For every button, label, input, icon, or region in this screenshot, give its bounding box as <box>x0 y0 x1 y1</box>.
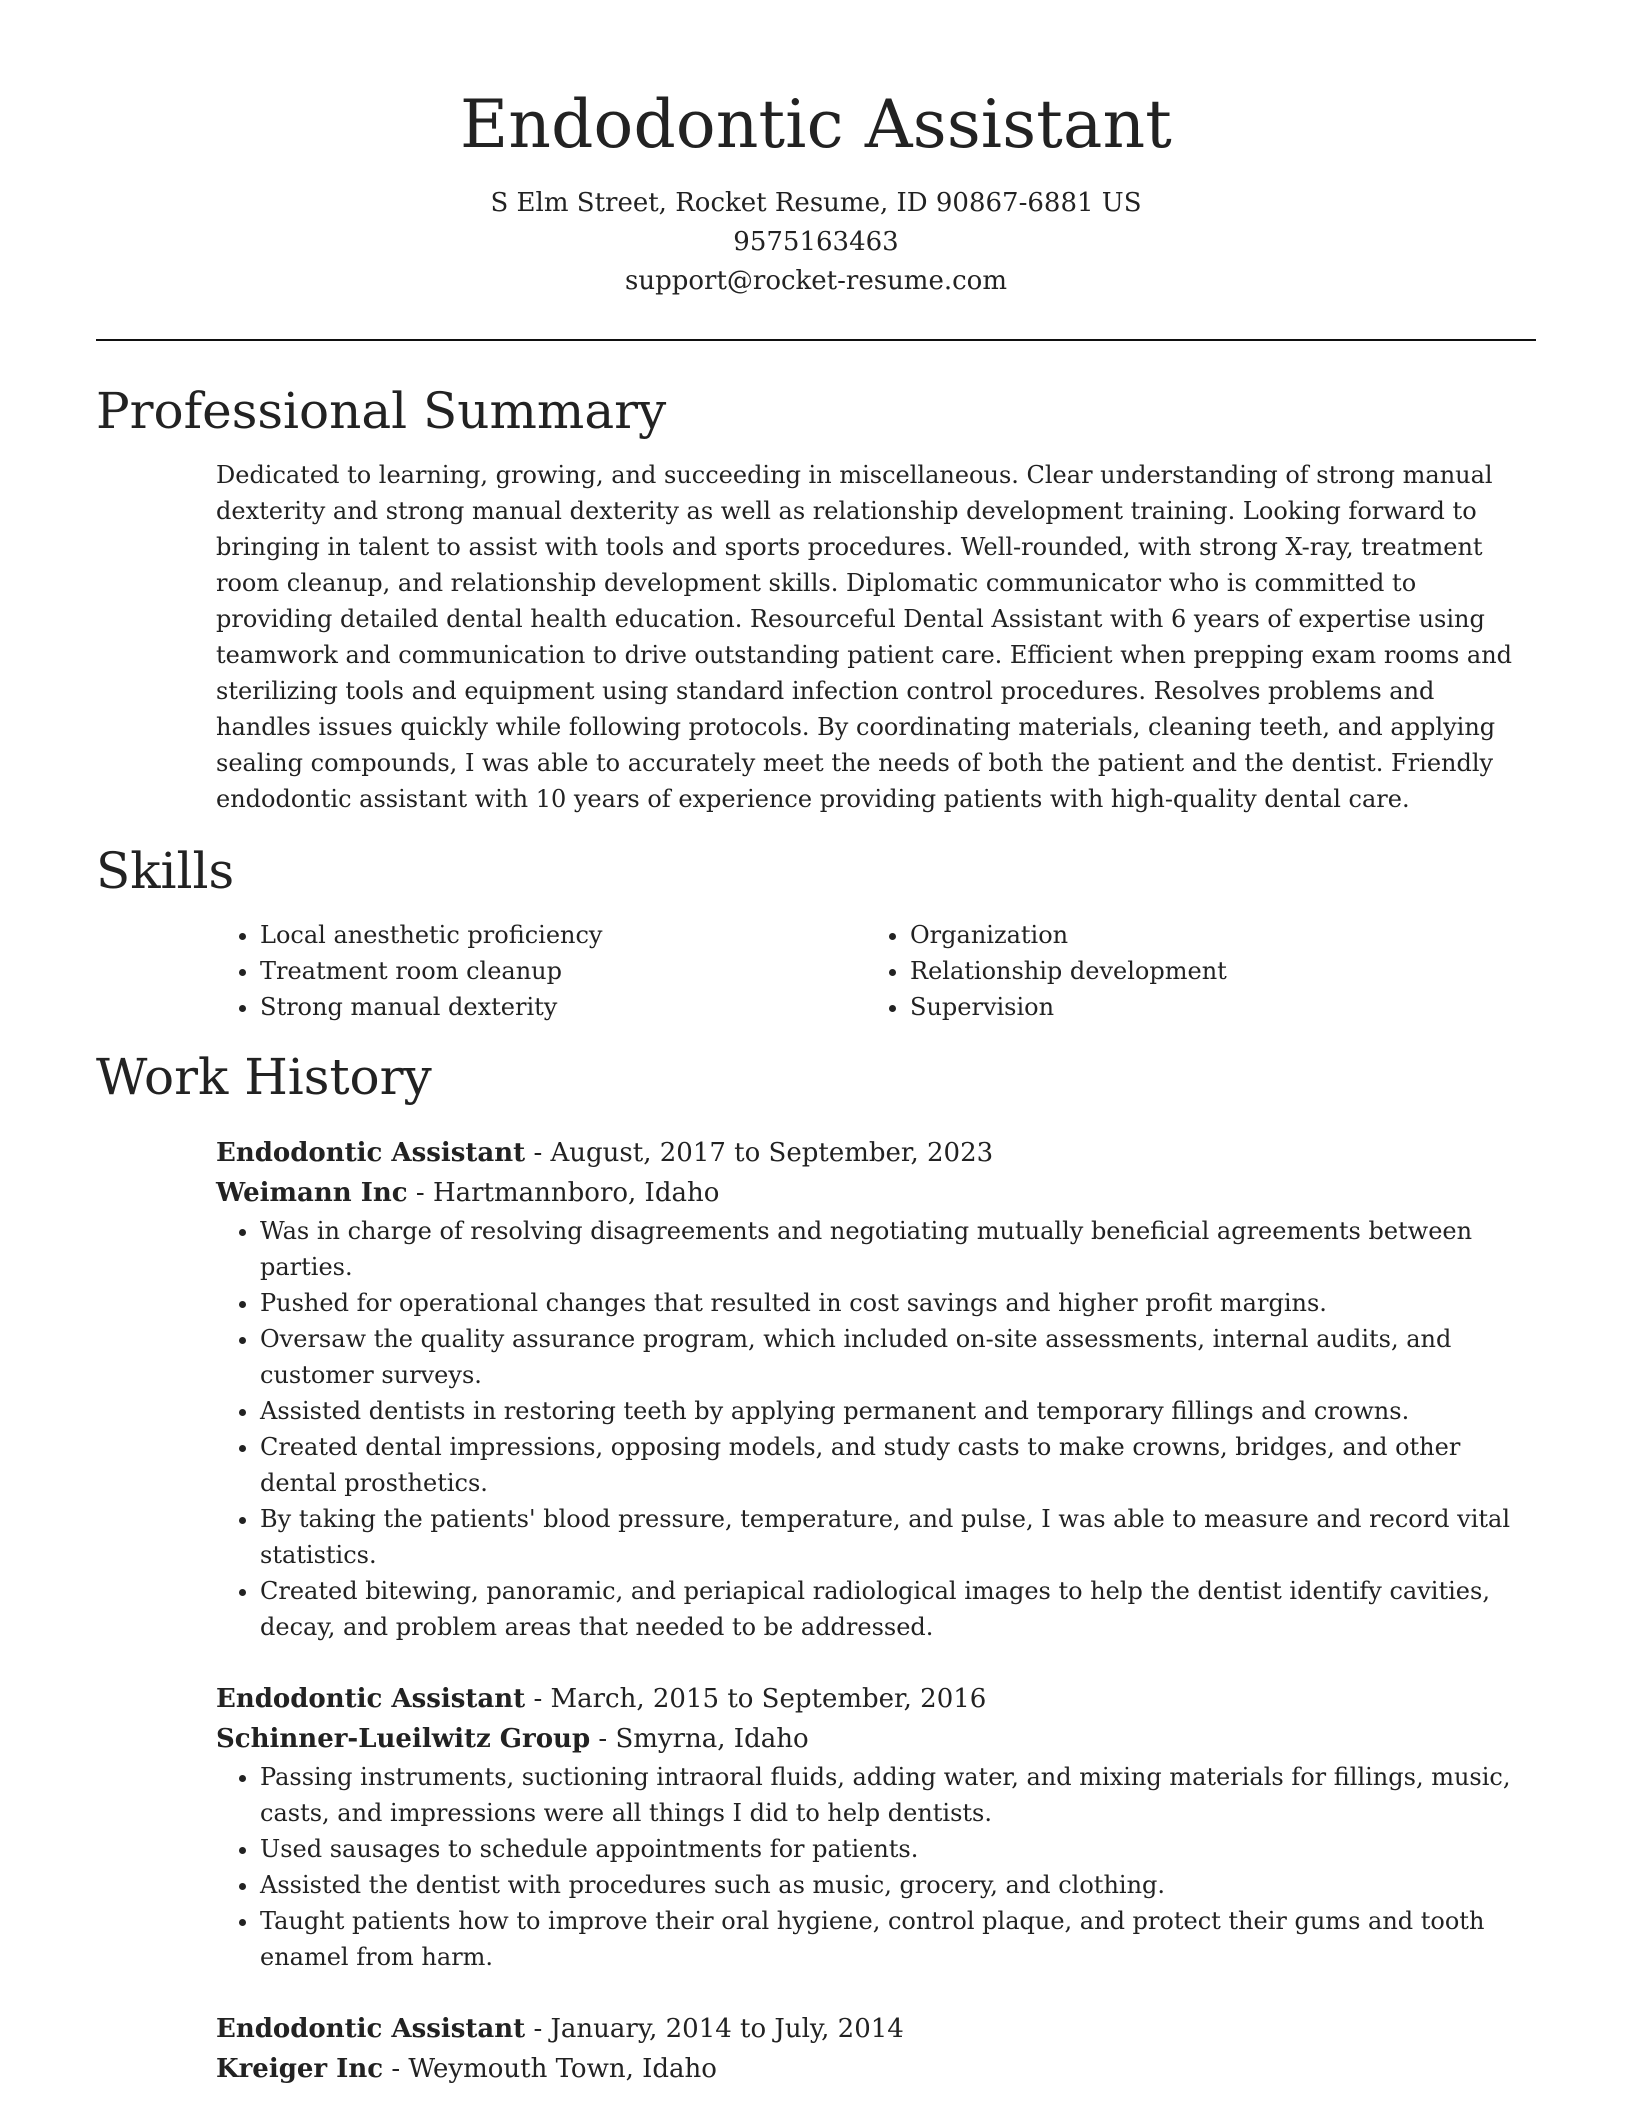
job-entry <box>216 1679 1536 1975</box>
job-title-line <box>216 1679 1536 1719</box>
header-divider <box>96 339 1536 341</box>
duty-item: • Created dental impressions, opposing models, and study casts to make crowns, bridges, and other dental prosthetics. <box>260 1429 1536 1501</box>
resume-title: Endodontic Assistant <box>459 86 1173 163</box>
duty-item: • Assisted dentists in restoring teeth by applying permanent and temporary fillings and crowns. <box>260 1393 1536 1429</box>
job-entry <box>216 2009 1536 2089</box>
resume-header <box>96 0 1536 301</box>
separator: - <box>415 1178 425 1208</box>
job-title: Endodontic Assistant <box>216 1138 526 1168</box>
summary-paragraph: Dedicated to learning, growing, and succeeding in miscellaneous. Clear understanding of strong manual dexterity and strong manual dexterity as well as relationship development training. Looking forward to bringing in talent to assist with tools and sports procedures. Well-rounded, with strong X-ray, treatment room cleanup, and relationship development skills. Diplomatic communicator who is committed to providing detailed dental health education. Resourceful Dental Assistant with 6 years of expertise using teamwork and communication to drive outstanding patient care. Efficient when prepping exam rooms and sterilizing tools and equipment using standard infection control procedures. Resolves problems and handles issues quickly while following protocols. By coordinating materials, cleaning teeth, and applying sealing compounds, I was able to accurately meet the needs of both the patient and the dentist. Friendly endodontic assistant with 10 years of experience providing patients with high-quality dental care. <box>216 461 1513 813</box>
company-name: Kreiger Inc <box>216 2054 384 2084</box>
skills-heading: Skills <box>96 842 235 900</box>
separator: - <box>533 1684 543 1714</box>
job-title: Endodontic Assistant <box>216 1684 526 1714</box>
job-duties-list <box>216 1213 1536 1645</box>
job-company-line <box>216 1173 1536 1213</box>
duty-item: • By taking the patients' blood pressure, temperature, and pulse, I was able to measure and record vital statistics. <box>260 1501 1536 1573</box>
skill-item: • Organization <box>910 917 1516 953</box>
skill-item: • Relationship development <box>910 953 1516 989</box>
skill-item: • Local anesthetic proficiency <box>260 917 866 953</box>
separator: - <box>391 2054 401 2084</box>
skills-grid <box>216 917 1536 1025</box>
address-text: S Elm Street, Rocket Resume, ID 90867-6881 US <box>490 188 1142 218</box>
job-dates: March, 2015 to September, 2016 <box>550 1684 987 1714</box>
email-text: support@rocket-resume.com <box>624 266 1007 296</box>
separator: - <box>533 2014 543 2044</box>
job-location: Smyrna, Idaho <box>615 1724 809 1754</box>
work-history-heading: Work History <box>96 1048 432 1106</box>
contact-block <box>96 184 1536 301</box>
skills-list-right <box>866 917 1516 1025</box>
duty-item: • Oversaw the quality assurance program, which included on-site assessments, internal audits, and customer surveys. <box>260 1321 1536 1393</box>
resume-page <box>96 0 1536 2089</box>
skills-list-left <box>216 917 866 1025</box>
skill-item: • Treatment room cleanup <box>260 953 866 989</box>
job-dates: January, 2014 to July, 2014 <box>550 2014 904 2044</box>
skill-item: • Strong manual dexterity <box>260 989 866 1025</box>
job-location: Weymouth Town, Idaho <box>408 2054 717 2084</box>
company-name: Weimann Inc <box>216 1178 408 1208</box>
duty-item: • Assisted the dentist with procedures such as music, grocery, and clothing. <box>260 1867 1536 1903</box>
duty-item: • Created bitewing, panoramic, and periapical radiological images to help the dentist identify cavities, decay, and problem areas that needed to be addressed. <box>260 1573 1536 1645</box>
professional-summary-section <box>96 381 1536 817</box>
duty-item: • Used sausages to schedule appointments for patients. <box>260 1831 1536 1867</box>
duty-item: • Pushed for operational changes that resulted in cost savings and higher profit margins. <box>260 1285 1536 1321</box>
summary-heading: Professional Summary <box>96 382 667 440</box>
duty-item: • Passing instruments, suctioning intraoral fluids, adding water, and mixing materials for fillings, music, casts, and impressions were all things I did to help dentists. <box>260 1759 1536 1831</box>
duty-item: • Was in charge of resolving disagreements and negotiating mutually beneficial agreements between parties. <box>260 1213 1536 1285</box>
job-company-line <box>216 2049 1536 2089</box>
job-title: Endodontic Assistant <box>216 2014 526 2044</box>
duty-item: • Taught patients how to improve their oral hygiene, control plaque, and protect their gums and tooth enamel from harm. <box>260 1903 1536 1975</box>
skills-column-right <box>866 917 1516 1025</box>
job-duties-list <box>216 1759 1536 1975</box>
job-entry <box>216 1133 1536 1645</box>
job-title-line <box>216 1133 1536 1173</box>
skills-section <box>96 841 1536 1025</box>
work-history-section <box>96 1047 1536 2089</box>
company-name: Schinner-Lueilwitz Group <box>216 1724 591 1754</box>
job-location: Hartmannboro, Idaho <box>432 1178 720 1208</box>
skills-column-left <box>216 917 866 1025</box>
phone-text: 9575163463 <box>733 227 899 257</box>
separator: - <box>533 1138 543 1168</box>
separator: - <box>598 1724 608 1754</box>
job-dates: August, 2017 to September, 2023 <box>550 1138 994 1168</box>
job-title-line <box>216 2009 1536 2049</box>
skill-item: • Supervision <box>910 989 1516 1025</box>
job-company-line <box>216 1719 1536 1759</box>
